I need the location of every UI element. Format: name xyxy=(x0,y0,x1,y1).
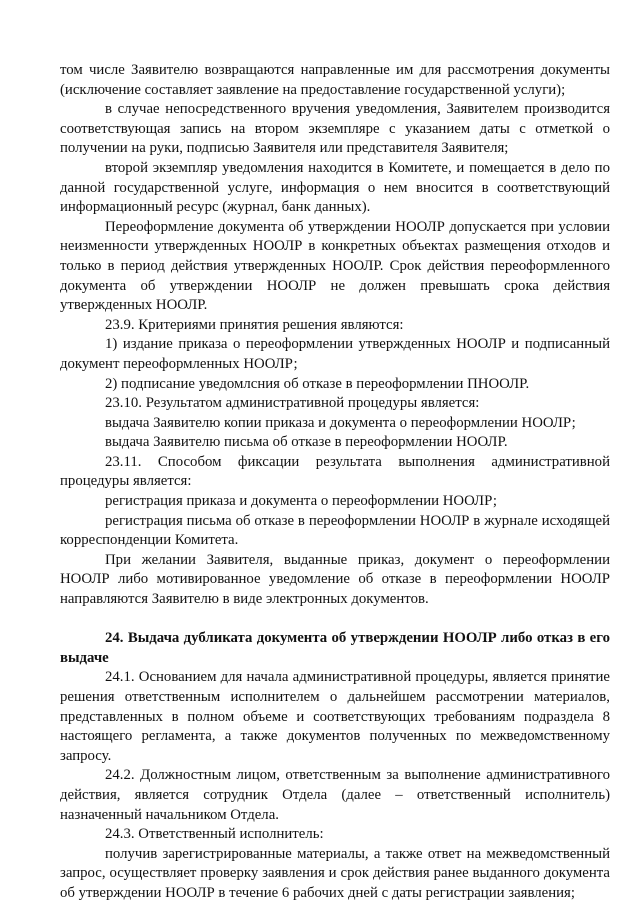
paragraph: 23.11. Способом фиксации результата выполнения административной процедуры является: xyxy=(60,453,610,490)
paragraph: том числе Заявителю возвращаются направленные им для рассмотрения документы (исключение составляет заявление на предоставление государственной услуги); xyxy=(60,62,610,98)
paragraph: 1) издание приказа о переоформлении утвержденных НООЛР и подписанный документ переоформленных НООЛР; xyxy=(60,336,610,372)
paragraph: 24.3. Ответственный исполнитель: xyxy=(105,826,324,843)
paragraph: Переоформление документа об утверждении НООЛР допускается при условии неизменности утвержденных НООЛР в конкретных объектах размещения отходов и только в период действия утвержденных НООЛР. Срок действия переоформленного документа об утверждении НООЛР не должен превышать срока действия утвержденных НООЛР. xyxy=(60,218,610,314)
paragraph: 23.9. Критериями принятия решения являются: xyxy=(105,316,404,333)
paragraph: получив зарегистрированные материалы, а также ответ на межведомственный запрос, осуществляет проверку заявления и срок действия ранее выданного документа об утверждении НООЛР в течение 6 рабочих дней с даты регистрации заявления; xyxy=(60,845,610,901)
paragraph: выдача Заявителю копии приказа и документа о переоформлении НООЛР; xyxy=(105,414,576,431)
paragraph: регистрация письма об отказе в переоформлении НООЛР в журнале исходящей корреспонденции Комитета. xyxy=(60,512,610,549)
section-heading: 24. Выдача дубликата документа об утверждении НООЛР либо отказ в его выдаче xyxy=(60,630,610,666)
paragraph: При желании Заявителя, выданные приказ, документ о переоформлении НООЛР либо мотивированное уведомление об отказе в переоформлении НООЛР направляются Заявителю в виде электронных документов. xyxy=(60,551,610,608)
paragraph: 2) подписание уведомлсния об отказе в переоформлении ПНООЛР. xyxy=(105,375,530,392)
paragraph: 24.1. Основанием для начала административной процедуры, является принятие решения ответственным исполнителем о дальнейшем рассмотрении материалов, представленных в полном объеме и соответствующих требованиям подраздела 8 настоящего регламента, а также документов полученных по межведомственному запросу. xyxy=(60,669,610,764)
document-page xyxy=(60,61,610,904)
paragraph: 23.10. Результатом административной процедуры является: xyxy=(105,395,480,412)
paragraph: второй экземпляр уведомления находится в Комитете, и помещается в дело по данной государственной услуге, информация о нем вносится в соответствующий информационный ресурс (журнал, банк данных). xyxy=(60,159,610,216)
paragraph: в случае непосредственного вручения уведомления, Заявителем производится соответствующая запись на втором экземпляре с указанием даты с отметкой о получении на руки, подписью Заявителя или представителя Заявителя; xyxy=(60,101,610,157)
paragraph: 24.2. Должностным лицом, ответственным за выполнение административного действия, является сотрудник Отдела (далее – ответственный исполнитель) назначенный начальником Отдела. xyxy=(60,767,610,823)
paragraph: регистрация приказа и документа о переоформлении НООЛР; xyxy=(105,493,497,510)
paragraph: выдача Заявителю письма об отказе в переоформлении НООЛР. xyxy=(105,434,508,451)
